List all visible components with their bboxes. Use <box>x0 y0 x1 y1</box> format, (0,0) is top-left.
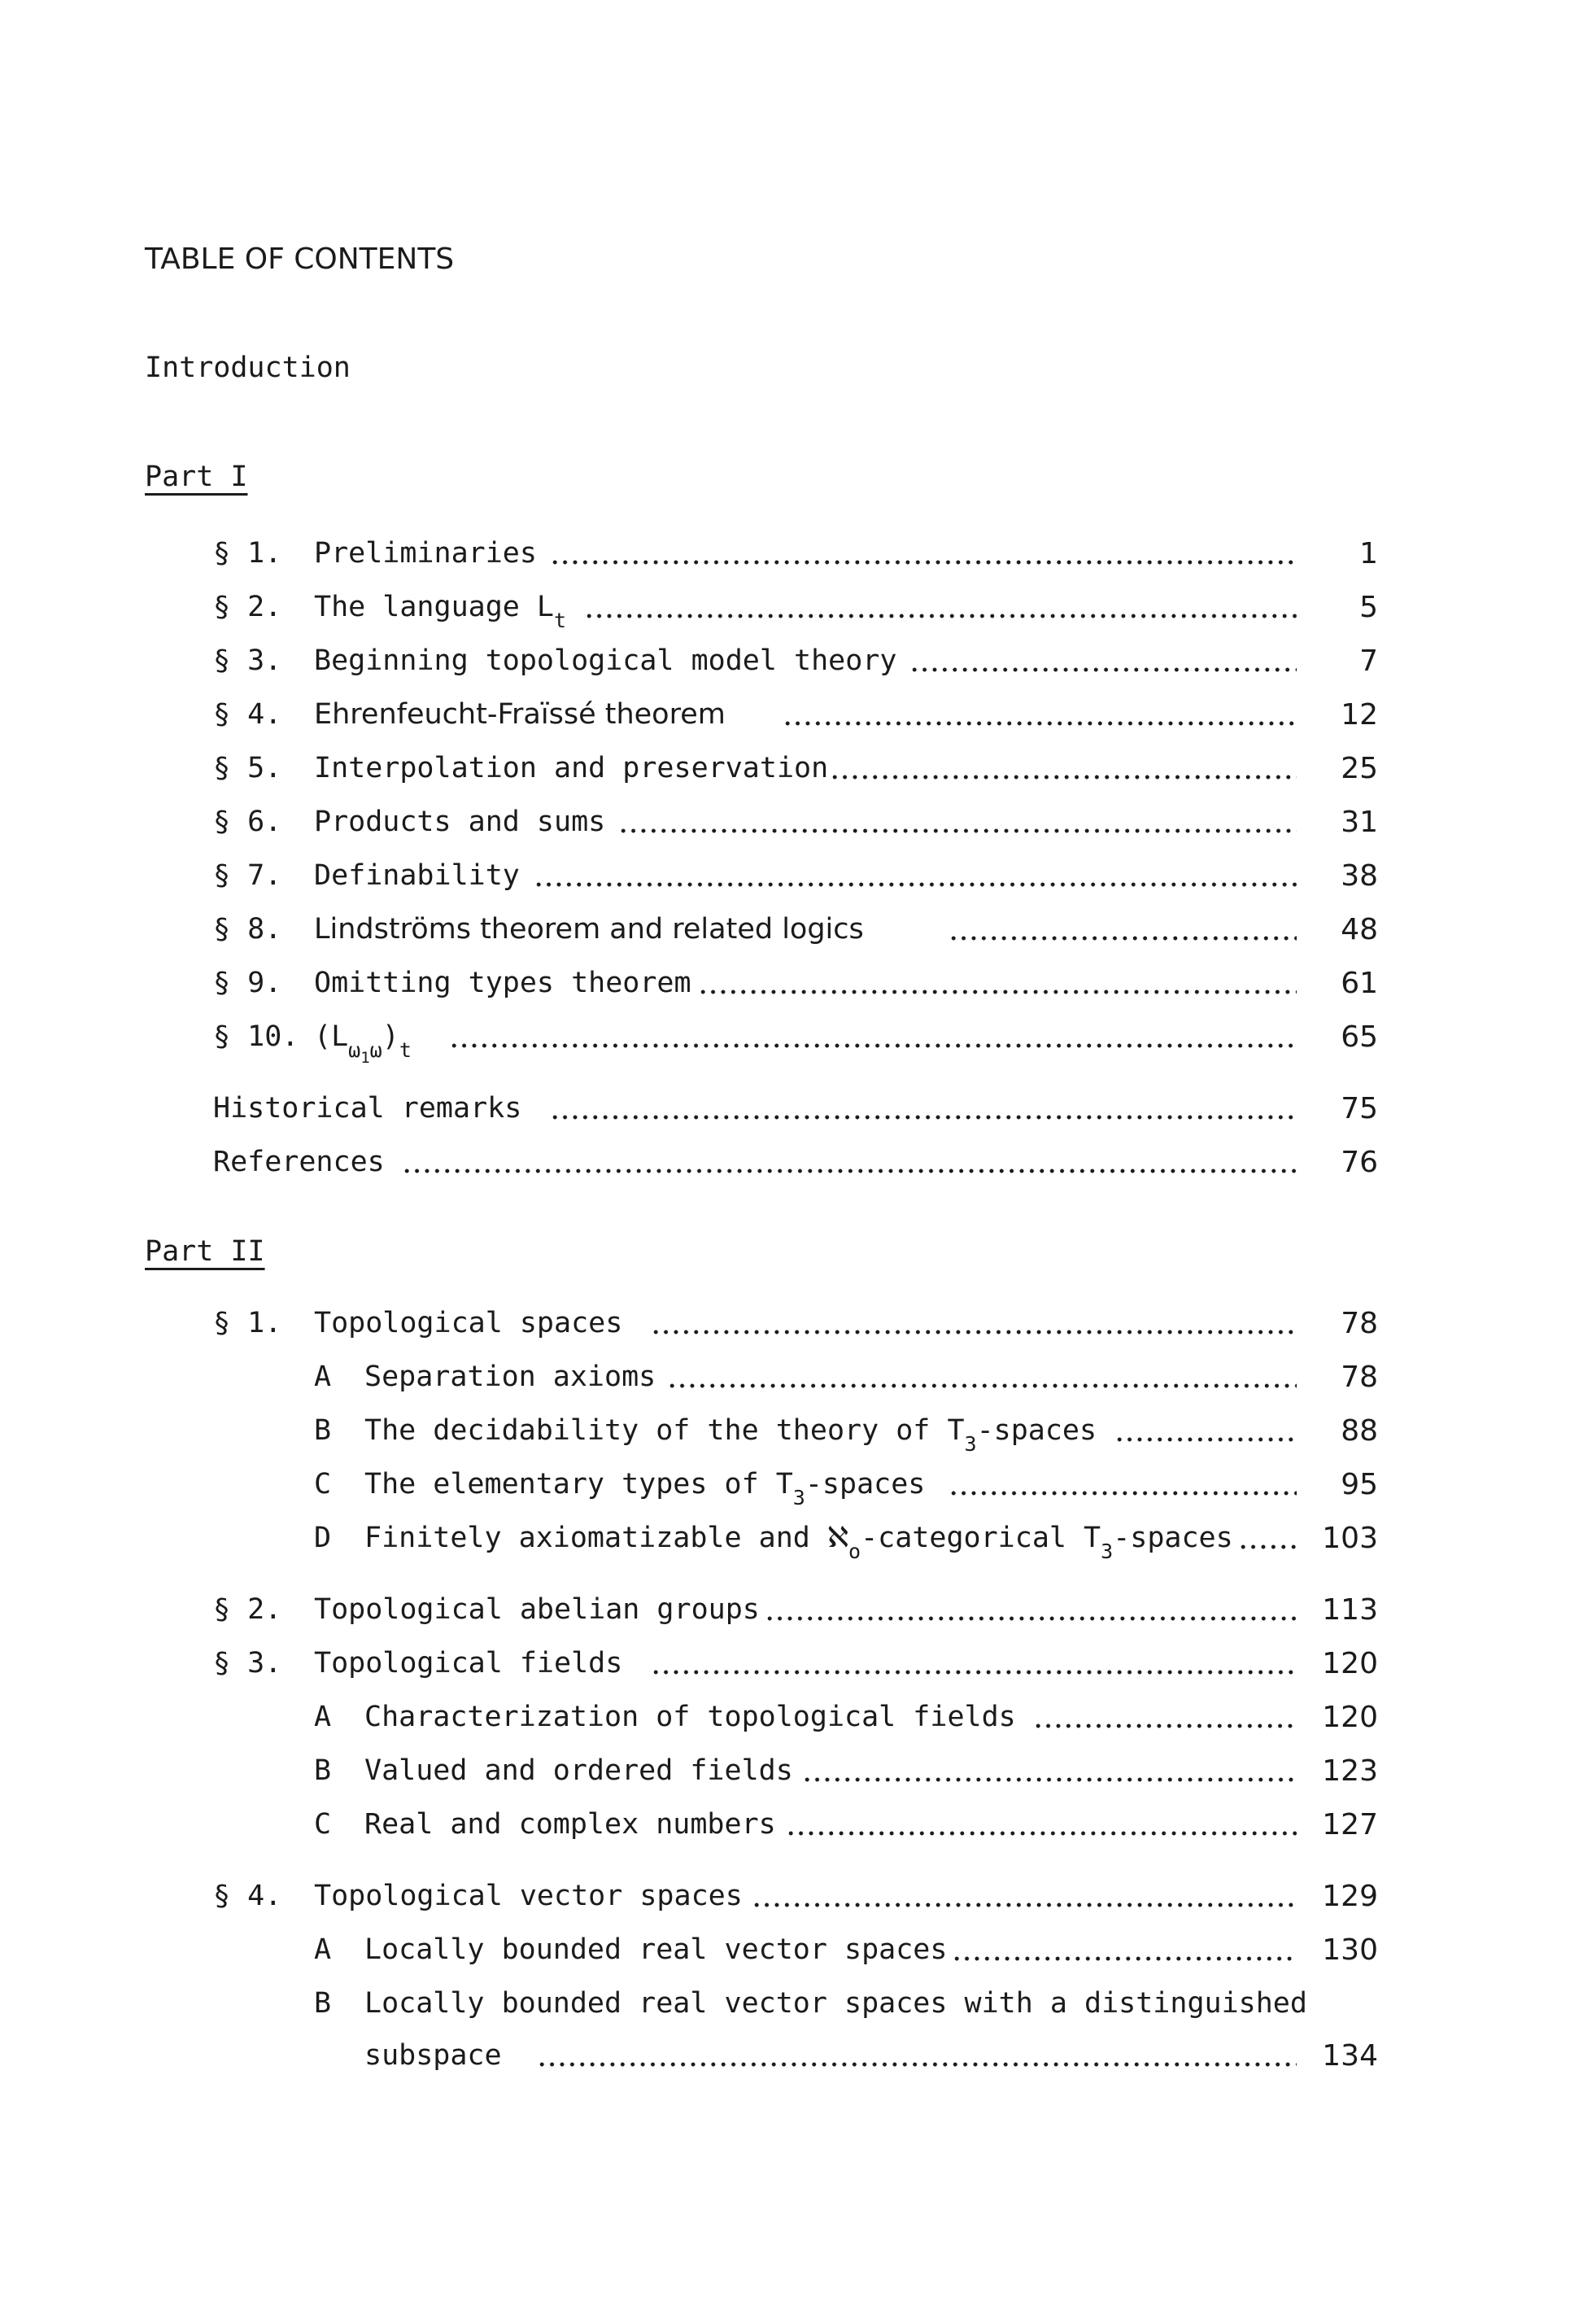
dot-leader <box>752 1902 1297 1907</box>
page-number: 78 <box>1341 1361 1378 1394</box>
section-number: § 4. <box>213 698 282 731</box>
toc-entry <box>0 806 1570 846</box>
section-title: Omitting types theorem <box>314 967 691 999</box>
toc-subentry <box>0 1808 1570 1849</box>
page-number: 25 <box>1341 752 1378 785</box>
section-title: Beginning topological model theory <box>314 644 897 677</box>
page-number: 12 <box>1341 698 1378 732</box>
introduction-entry: Introduction <box>145 352 351 384</box>
dot-leader <box>949 1491 1297 1496</box>
page-number: 120 <box>1322 1701 1378 1734</box>
subsection-letter: A <box>314 1361 332 1393</box>
page-number: 134 <box>1322 2039 1378 2073</box>
page-number: 7 <box>1359 644 1378 678</box>
section-title: Ehrenfeucht-Fraïssé theorem <box>314 698 726 731</box>
historical-remarks-title: Historical remarks <box>213 1092 522 1125</box>
page-number: 76 <box>1341 1146 1378 1179</box>
page-number: 1 <box>1359 537 1378 570</box>
section-number: § 2. <box>213 591 282 623</box>
subsection-title: Characterization of topological fields <box>364 1701 1016 1733</box>
toc-entry <box>0 1092 1570 1133</box>
toc-subentry <box>0 1987 1570 2028</box>
section-number: § 5. <box>213 752 282 784</box>
subsection-title: Locally bounded real vector spaces <box>364 1933 948 1966</box>
section-number: § 3. <box>213 644 282 677</box>
section-title: Topological fields <box>314 1647 623 1680</box>
dot-leader <box>550 1115 1297 1120</box>
page-number: 65 <box>1341 1020 1378 1054</box>
dot-leader <box>1033 1723 1297 1728</box>
page-number: 130 <box>1322 1933 1378 1967</box>
dot-leader <box>830 775 1297 780</box>
page-number: 103 <box>1322 1522 1378 1555</box>
page-number: 120 <box>1322 1647 1378 1680</box>
toc-entry <box>0 1880 1570 1920</box>
dot-leader <box>537 2062 1297 2067</box>
section-title: Topological spaces <box>314 1307 623 1339</box>
toc-subentry <box>0 1468 1570 1509</box>
subsection-letter: B <box>314 1987 332 2020</box>
subsection-title-continued: subspace <box>364 2039 502 2072</box>
toc-subentry <box>0 1414 1570 1455</box>
section-number: § 8. <box>213 913 282 946</box>
subsection-letter: C <box>314 1468 332 1501</box>
dot-leader <box>952 1956 1297 1961</box>
dot-leader <box>584 614 1297 618</box>
dot-leader <box>651 1330 1297 1335</box>
subsection-letter: A <box>314 1701 332 1733</box>
toc-entry <box>0 913 1570 954</box>
dot-leader <box>765 1616 1297 1621</box>
toc-subentry <box>0 1361 1570 1401</box>
toc-subentry <box>0 1754 1570 1795</box>
section-title: Products and sums <box>314 806 606 838</box>
page-number: 113 <box>1322 1593 1378 1627</box>
dot-leader <box>698 989 1297 994</box>
toc-entry <box>0 752 1570 793</box>
page-title: TABLE OF CONTENTS <box>145 242 455 276</box>
section-number: § 9. <box>213 967 282 999</box>
section-number: § 1. <box>213 537 282 570</box>
page-number: 127 <box>1322 1808 1378 1841</box>
toc-entry <box>0 1593 1570 1634</box>
section-title: Preliminaries <box>314 537 537 570</box>
subsection-title: Real and complex numbers <box>364 1808 776 1841</box>
dot-leader <box>449 1043 1297 1048</box>
toc-entry <box>0 644 1570 685</box>
page-number: 38 <box>1341 859 1378 893</box>
toc-entry <box>0 698 1570 739</box>
toc-entry <box>0 859 1570 900</box>
dot-leader <box>949 936 1297 941</box>
section-title: Lindströms theorem and related logics <box>314 913 864 946</box>
subsection-title: The elementary types of $T_3$-spaces <box>364 1468 926 1509</box>
subsection-letter: B <box>314 1414 332 1447</box>
subsection-letter: B <box>314 1754 332 1787</box>
subsection-title: Finitely axiomatizable and ℵ$_o$-categorical $T_3$-spaces <box>364 1522 1233 1563</box>
toc-entry <box>0 591 1570 631</box>
section-title: Definability <box>314 859 520 892</box>
dot-leader <box>667 1383 1297 1388</box>
toc-subentry <box>0 1522 1570 1562</box>
page-number: 75 <box>1341 1092 1378 1125</box>
dot-leader <box>802 1777 1297 1782</box>
toc-entry <box>0 1146 1570 1186</box>
dot-leader <box>786 1831 1297 1836</box>
subsection-letter: D <box>314 1522 332 1554</box>
section-number: § 10. <box>213 1020 299 1053</box>
page-number: 61 <box>1341 967 1378 1000</box>
part-2-label: Part II <box>145 1235 265 1268</box>
section-title: Interpolation and preservation <box>314 752 829 784</box>
subsection-title: Locally bounded real vector spaces with a distinguished <box>364 1987 1307 2020</box>
section-number: § 1. <box>213 1307 282 1339</box>
page-number: 88 <box>1341 1414 1378 1448</box>
page-number: 123 <box>1322 1754 1378 1788</box>
section-number: § 7. <box>213 859 282 892</box>
subsection-title: Separation axioms <box>364 1361 656 1393</box>
page-number: 129 <box>1322 1880 1378 1913</box>
references-title: References <box>213 1146 385 1178</box>
toc-entry <box>0 537 1570 578</box>
toc-entry <box>0 967 1570 1007</box>
page-number: 5 <box>1359 591 1378 624</box>
toc-subentry <box>0 1701 1570 1741</box>
part-1-label: Part I <box>145 461 248 493</box>
page-number: 48 <box>1341 913 1378 946</box>
dot-leader <box>783 721 1297 726</box>
section-number: § 2. <box>213 1593 282 1626</box>
section-title: Topological abelian groups <box>314 1593 760 1626</box>
dot-leader <box>1114 1437 1297 1442</box>
page-number: 95 <box>1341 1468 1378 1501</box>
dot-leader <box>651 1670 1297 1675</box>
dot-leader <box>618 828 1297 833</box>
subsection-title: The decidability of the theory of $T_3$-spaces <box>364 1414 1097 1456</box>
section-title: The language $L_t$ <box>314 591 567 632</box>
dot-leader <box>550 560 1297 565</box>
dot-leader <box>402 1169 1297 1173</box>
section-number: § 6. <box>213 806 282 838</box>
toc-subentry-continuation <box>0 2039 1570 2080</box>
subsection-title: Valued and ordered fields <box>364 1754 793 1787</box>
section-number: § 3. <box>213 1647 282 1680</box>
section-title: $(L_{\omega_1\omega})_t$ <box>314 1020 412 1067</box>
section-number: § 4. <box>213 1880 282 1912</box>
page-number: 78 <box>1341 1307 1378 1340</box>
dot-leader <box>909 667 1297 672</box>
toc-entry <box>0 1307 1570 1348</box>
subsection-letter: A <box>314 1933 332 1966</box>
dot-leader <box>534 882 1297 887</box>
toc-entry <box>0 1020 1570 1067</box>
subsection-letter: C <box>314 1808 332 1841</box>
page-number: 31 <box>1341 806 1378 839</box>
toc-subentry <box>0 1933 1570 1974</box>
toc-entry <box>0 1647 1570 1688</box>
section-title: Topological vector spaces <box>314 1880 743 1912</box>
dot-leader <box>1238 1544 1297 1549</box>
